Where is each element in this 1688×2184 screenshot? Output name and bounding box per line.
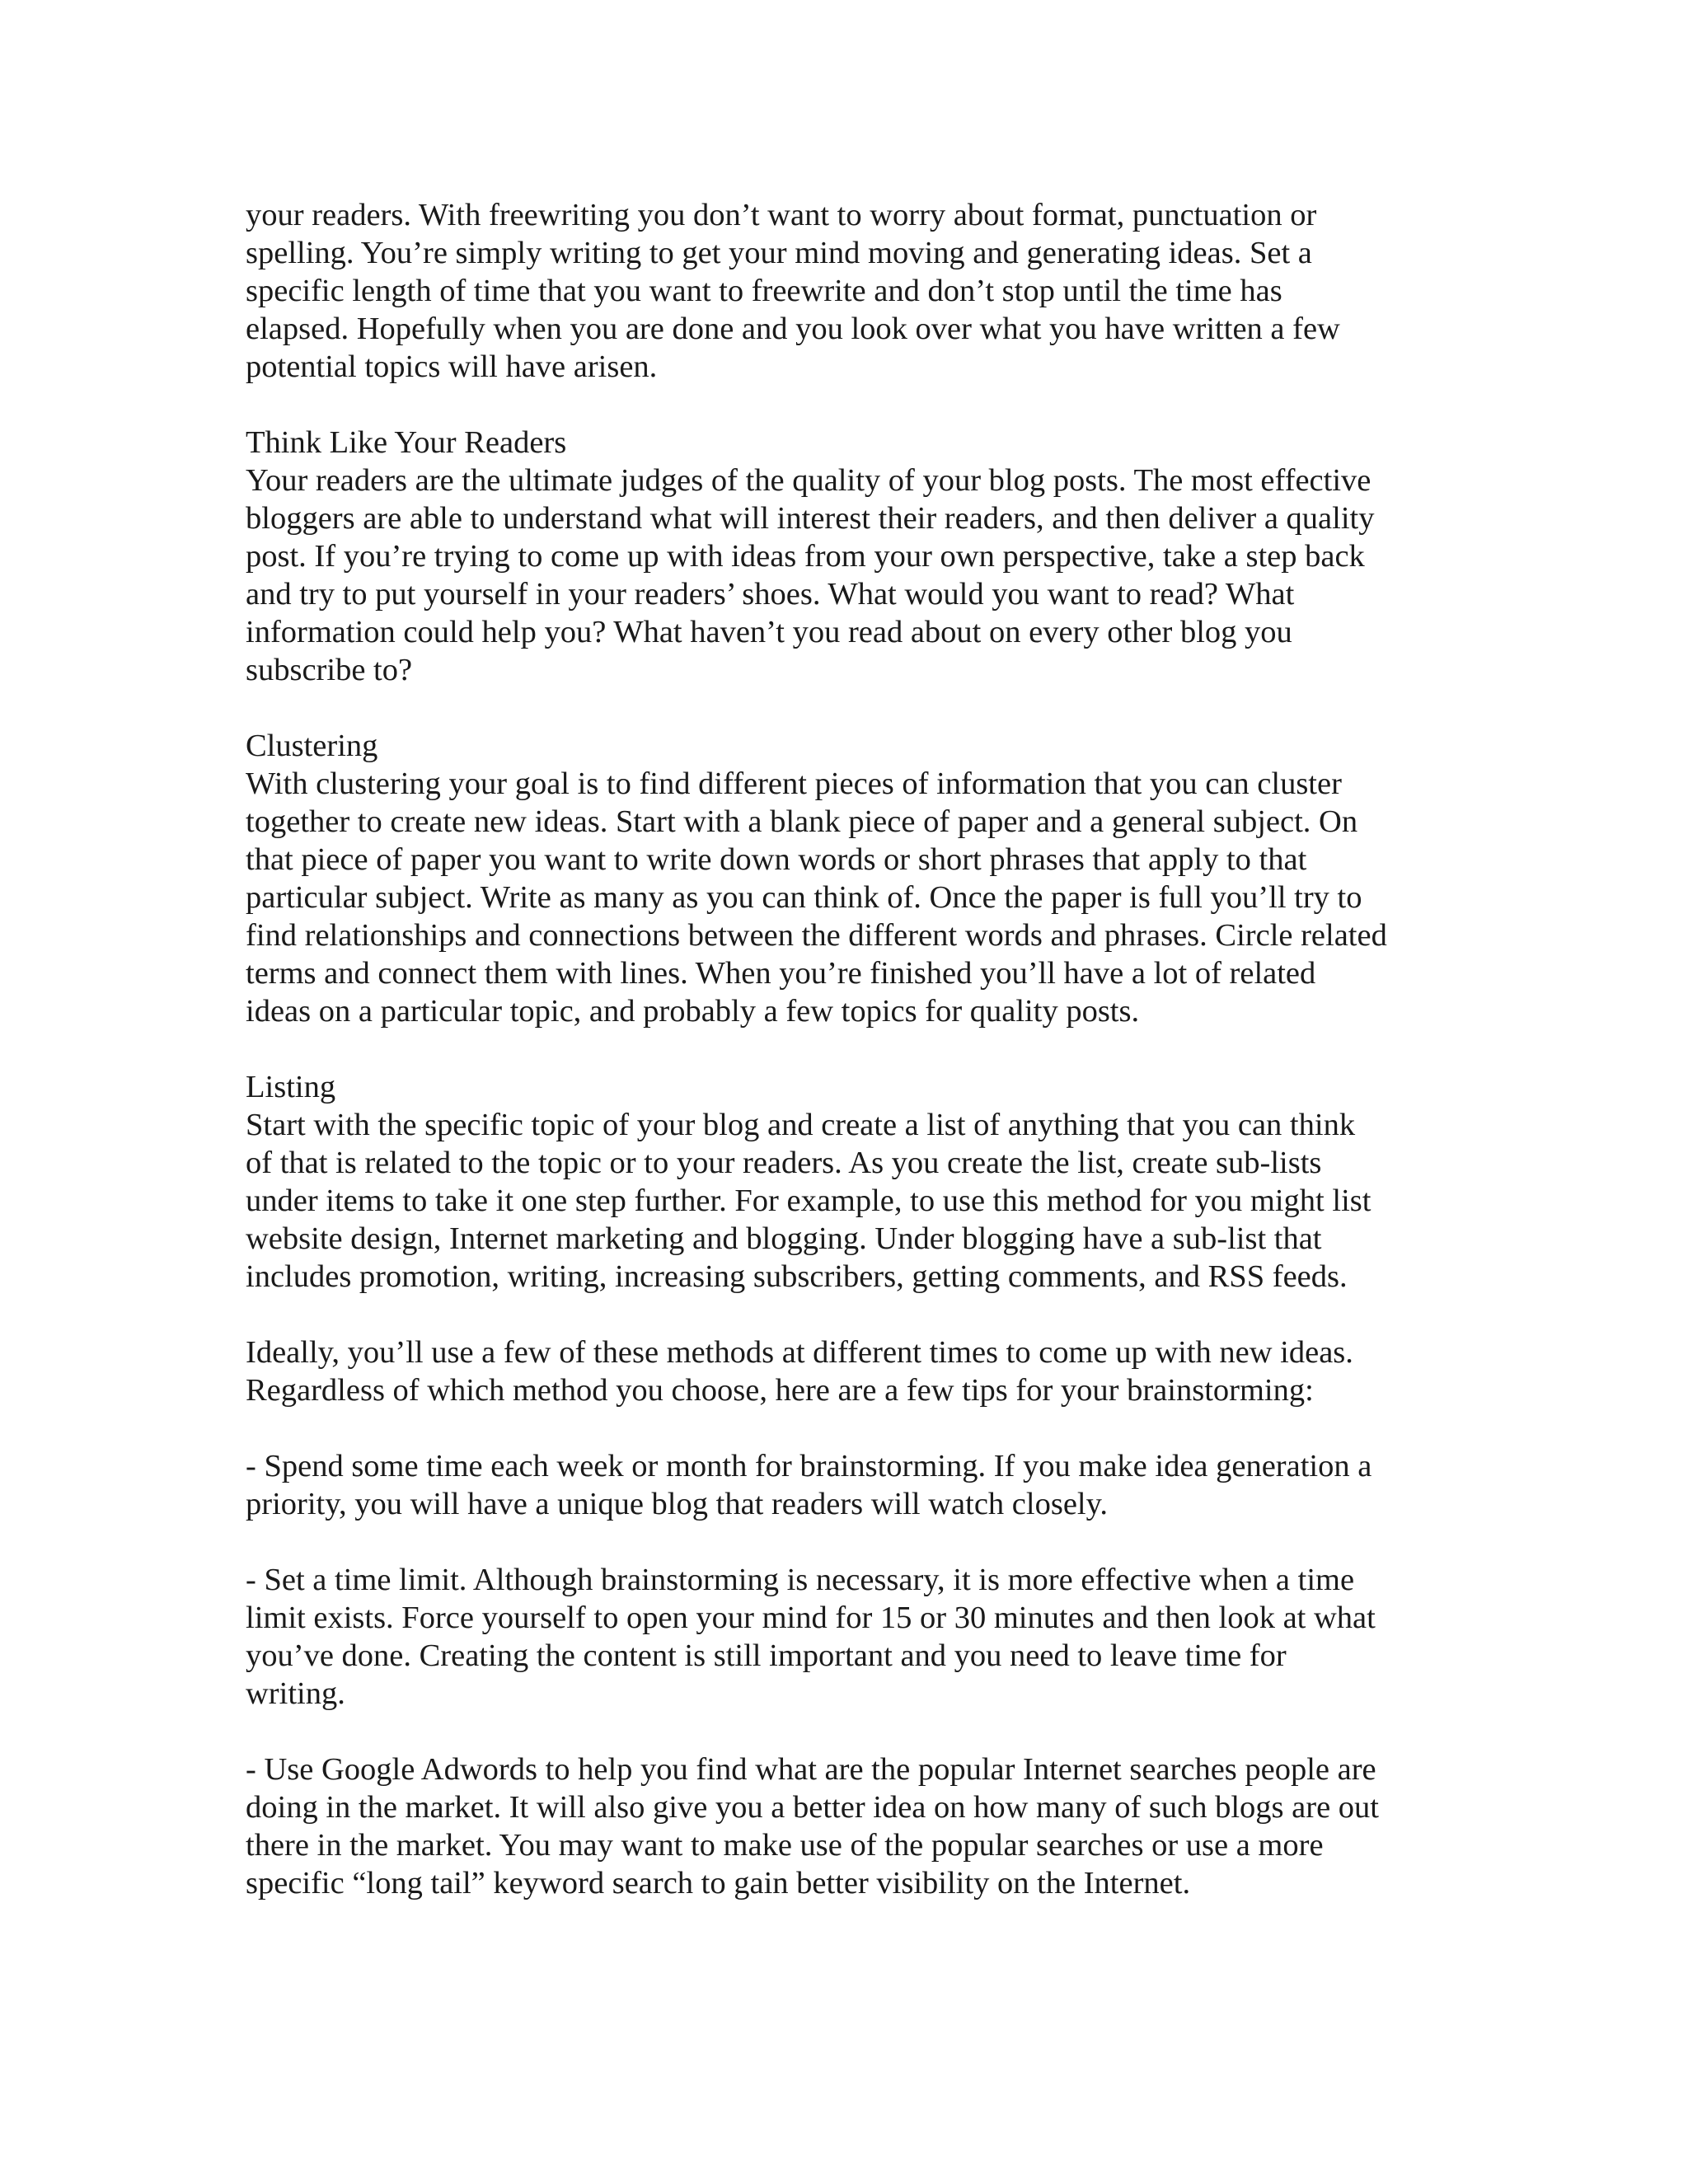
paragraph-gap: [246, 1409, 1465, 1447]
paragraph-gap: [246, 1713, 1465, 1750]
text-line: - Spend some time each week or month for brainstorming. If you make idea generation a: [246, 1449, 1372, 1483]
page-body: [246, 196, 1465, 1902]
paragraph-gap: [246, 1523, 1465, 1561]
text-line: Regardless of which method you choose, here are a few tips for your brainstorming:: [246, 1373, 1314, 1408]
paragraph-gap: [246, 1296, 1465, 1333]
text-line: ideas on a particular topic, and probably a few topics for quality posts.: [246, 994, 1140, 1029]
text-line: terms and connect them with lines. When you’re finished you’ll have a lot of related: [246, 956, 1316, 991]
text-line: elapsed. Hopefully when you are done and you look over what you have written a few: [246, 312, 1340, 346]
text-line: post. If you’re trying to come up with ideas from your own perspective, take a step back: [246, 539, 1365, 574]
text-line: particular subject. Write as many as you can think of. Once the paper is full you’ll try to: [246, 880, 1362, 915]
text-line: With clustering your goal is to find different pieces of information that you can cluster: [246, 766, 1342, 801]
text-line: specific “long tail” keyword search to gain better visibility on the Internet.: [246, 1866, 1191, 1900]
text-line: and try to put yourself in your readers’ shoes. What would you want to read? What: [246, 577, 1295, 612]
text-line: Your readers are the ultimate judges of the quality of your blog posts. The most effective: [246, 463, 1372, 498]
tip-time-limit: [246, 1561, 1465, 1713]
text-line: priority, you will have a unique blog that readers will watch closely.: [246, 1487, 1108, 1521]
text-line: Start with the specific topic of your blog and create a list of anything that you can think: [246, 1108, 1356, 1142]
paragraph-gap: [246, 689, 1465, 727]
text-line: subscribe to?: [246, 653, 413, 687]
clustering-section: [246, 727, 1465, 1030]
text-line: find relationships and connections between the different words and phrases. Circle related: [246, 918, 1387, 953]
text-line: Ideally, you’ll use a few of these methods at different times to come up with new ideas.: [246, 1335, 1353, 1370]
text-line: under items to take it one step further. For example, to use this method for you might list: [246, 1183, 1372, 1218]
text-line: includes promotion, writing, increasing subscribers, getting comments, and RSS feeds.: [246, 1259, 1348, 1294]
text-line: bloggers are able to understand what will interest their readers, and then deliver a quality: [246, 501, 1375, 536]
paragraph-gap: [246, 1030, 1465, 1068]
text-line: there in the market. You may want to make use of the popular searches or use a more: [246, 1828, 1324, 1863]
text-line: of that is related to the topic or to your readers. As you create the list, create sub-lists: [246, 1146, 1322, 1180]
text-line: spelling. You’re simply writing to get your mind moving and generating ideas. Set a: [246, 236, 1312, 270]
paragraph-gap: [246, 386, 1465, 424]
listing-section: [246, 1068, 1465, 1296]
text-line: specific length of time that you want to freewrite and don’t stop until the time has: [246, 274, 1282, 308]
text-line: potential topics will have arisen.: [246, 349, 658, 384]
text-line: your readers. With freewriting you don’t want to worry about format, punctuation or: [246, 198, 1317, 232]
section-heading: Clustering: [246, 729, 378, 763]
text-line: website design, Internet marketing and blogging. Under blogging have a sub-list that: [246, 1221, 1322, 1256]
ideally-paragraph: [246, 1333, 1465, 1409]
text-line: together to create new ideas. Start with a blank piece of paper and a general subject. On: [246, 804, 1358, 839]
think-like-readers-section: [246, 424, 1465, 689]
text-line: limit exists. Force yourself to open your mind for 15 or 30 minutes and then look at what: [246, 1601, 1376, 1635]
text-line: - Set a time limit. Although brainstorming is necessary, it is more effective when a time: [246, 1563, 1355, 1597]
text-line: information could help you? What haven’t you read about on every other blog you: [246, 615, 1292, 649]
text-line: doing in the market. It will also give you a better idea on how many of such blogs are out: [246, 1790, 1379, 1825]
tip-google-adwords: [246, 1750, 1465, 1902]
text-line: you’ve done. Creating the content is still important and you need to leave time for: [246, 1638, 1287, 1673]
text-line: writing.: [246, 1676, 345, 1711]
section-heading: Think Like Your Readers: [246, 425, 567, 460]
text-line: - Use Google Adwords to help you find what are the popular Internet searches people are: [246, 1752, 1376, 1787]
text-line: that piece of paper you want to write down words or short phrases that apply to that: [246, 842, 1307, 877]
tip-spend-time: [246, 1447, 1465, 1523]
section-heading: Listing: [246, 1070, 336, 1104]
intro-paragraph: [246, 196, 1465, 386]
